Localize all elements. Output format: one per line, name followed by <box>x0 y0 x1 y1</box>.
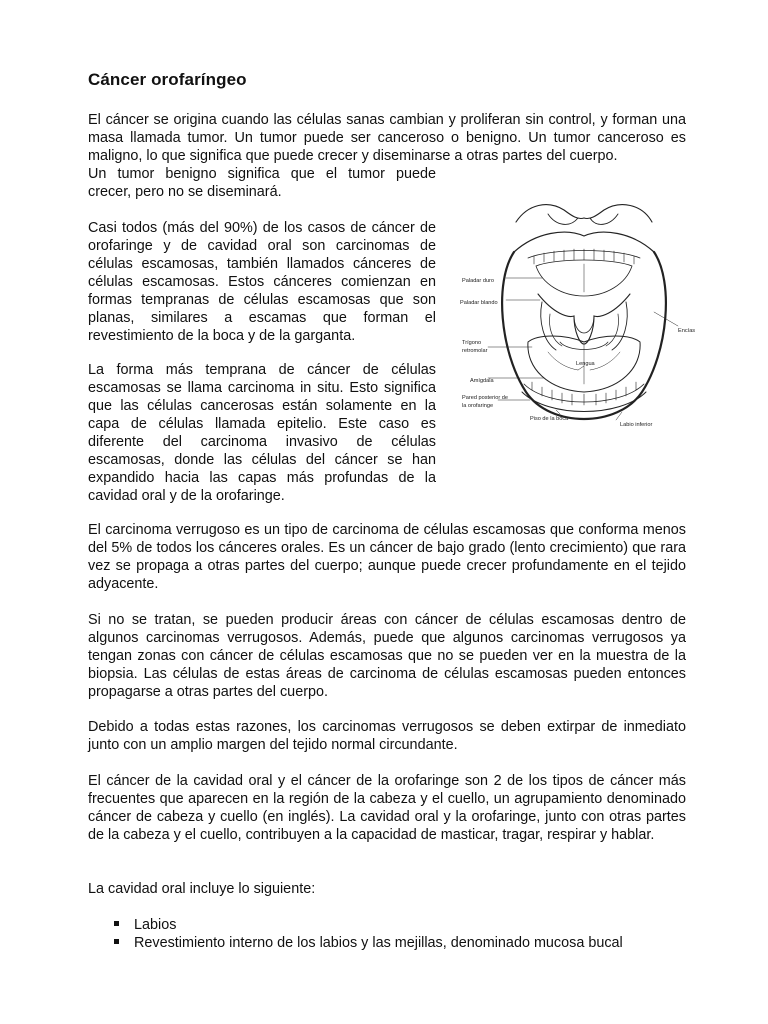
paragraph-in-situ: La forma más temprana de cáncer de células escamosas se llama carcinoma in situ. Esto significa que las células cancerosas están solamente en la capa de células llamada epitelio. Este caso es diferente del carcinoma invasivo de células escamosas, donde las células del cáncer se han expandido hacia las capas más profundas de la cavidad oral y de la orofaringe. <box>88 362 436 504</box>
paragraph-intro-continued <box>88 165 436 201</box>
label-tongue: Lengua <box>576 361 595 367</box>
bullet-icon <box>114 921 119 926</box>
label-hard-palate: Paladar duro <box>462 278 495 284</box>
label-lower-lip: Labio inferior <box>620 422 653 428</box>
label-oropharynx-wall: la orofaringe <box>462 403 494 409</box>
paragraph-oral-cavity: La cavidad oral incluye lo siguiente: <box>88 881 316 897</box>
paragraph-intro-line: crecer, pero no se diseminará. <box>88 184 282 200</box>
paragraph-intro <box>88 111 686 165</box>
page-title: Cáncer orofaríngeo <box>88 70 247 89</box>
paragraph-head-neck: El cáncer de la cavidad oral y el cáncer de la orofaringe son 2 de los tipos de cáncer más frecuentes que aparecen en la región de la cabeza y el cuello, un agrupamiento denominado cáncer de cabeza y cuello (en inglés). La cavidad oral y la orofaringe, junto con otras partes de la cabeza y el cuello, contribuyen a la capacidad de masticar, tragar, respirar y hablar. <box>88 773 686 843</box>
label-floor-of-mouth: Piso de la boca <box>530 416 569 422</box>
oral-cavity-diagram <box>456 192 710 462</box>
label-retromolar-trigone: retromolar <box>462 348 488 354</box>
paragraph-reasons: Debido a todas estas razones, los carcinomas verrugosos se deben extirpar de inmediato junto con un amplio margen del tejido normal circundante. <box>88 719 686 753</box>
label-retromolar-trigone: Trígono <box>462 340 482 346</box>
list-item <box>88 934 686 952</box>
paragraph-intro-line: Un tumor benigno significa que el tumor puede <box>88 166 436 182</box>
mouth-illustration <box>456 192 710 462</box>
label-tonsil: Amígdala <box>470 378 494 384</box>
list-item-text: Labios <box>134 917 177 933</box>
list-item <box>88 916 686 934</box>
paragraph-verrucous: El carcinoma verrugoso es un tipo de carcinoma de células escamosas que conforma menos del 5% de todos los cánceres orales. Es un cáncer de bajo grado (lento crecimiento) que rara vez se propaga a otras partes del cuerpo; aunque puede crecer profundamente en el tejido adyacente. <box>88 522 686 592</box>
paragraph-squamous: Casi todos (más del 90%) de los casos de cáncer de orofaringe y de cavidad oral son carcinomas de células escamosas, también llamados cánceres de células escamosas. Estos cánceres comienzan en formas tempranas de células escamosas que son planas, similares a escamas que forman el revestimiento de la boca y de la garganta. <box>88 220 436 344</box>
label-soft-palate: Paladar blando <box>460 300 498 306</box>
paragraph-untreated: Si no se tratan, se pueden producir áreas con cáncer de células escamosas dentro de algunos carcinomas verrugosos. Además, puede que algunos carcinomas verrugosos ya tengan zonas con cáncer de células escamosas que no se pueden ver en la muestra de la biopsia. Las células de estas áreas de carcinoma de células escamosas pueden entonces propagarse a otras partes del cuerpo. <box>88 612 686 700</box>
list-item-text: Revestimiento interno de los labios y las mejillas, denominado mucosa bucal <box>134 935 623 951</box>
label-gums: Encías <box>678 328 696 334</box>
bullet-icon <box>114 939 119 944</box>
oral-cavity-list <box>88 916 686 952</box>
paragraph-intro-text: El cáncer se origina cuando las células sanas cambian y proliferan sin control, y forman una masa llamada tumor. Un tumor puede ser canceroso o benigno. Un tumor canceroso es maligno, lo que significa que puede crecer y diseminarse a otras partes del cuerpo. <box>88 112 686 164</box>
label-oropharynx-wall: Pared posterior de <box>462 395 509 401</box>
